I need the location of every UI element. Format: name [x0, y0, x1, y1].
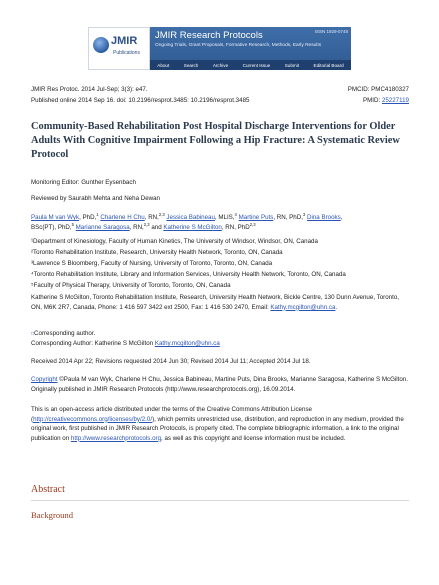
published-doi: Published online 2014 Sep 16. doi: 10.2196/resprot.3485: 10.2196/resprot.3485 [31, 97, 250, 104]
corresponding-label: Corresponding Author: Katherine S McGilton [31, 340, 155, 347]
pmid-link[interactable]: 25227119 [381, 97, 409, 104]
nav-search[interactable]: Search [183, 62, 199, 68]
license-link[interactable]: http://creativecommons.org/licenses/by/2.0/ [33, 415, 153, 423]
copyright [31, 375, 409, 394]
nav-editorial-board[interactable]: Editorial Board [313, 62, 344, 68]
author-sup: 4 [234, 212, 237, 217]
article-title: Community-Based Rehabilitation Post Hospital Discharge Interventions for Older Adults With Cognitive Impairment Following a Hip Fracture: A Systematic Review Protocol [31, 121, 400, 160]
corresponding-mark-icon: □ [31, 331, 35, 337]
license [31, 405, 409, 443]
globe-icon [93, 37, 109, 53]
banner-nav [150, 60, 351, 70]
contact-email-link[interactable]: Kathy.mcgilton@uhn.ca [270, 303, 336, 311]
affiliation: ³Lawrence S Bloomberg, Faculty of Nursing, University of Toronto, Toronto, ON, Canada [31, 260, 273, 267]
author-link[interactable]: Dina Brooks [307, 214, 341, 222]
author-sup: 2,3 [158, 212, 165, 217]
logo-subtext: Publications [113, 50, 140, 56]
author-degree: , MLIS, [214, 214, 235, 222]
nav-archive[interactable]: Archive [212, 62, 229, 68]
author-degree: , RN, PhD [221, 224, 250, 232]
author-degree: , RN, PhD, [273, 214, 303, 222]
logo-text: JMIR [111, 35, 138, 47]
reviewed-by: Reviewed by Saurabh Mehta and Neha Dewan [31, 195, 160, 202]
author-sup: 2,3 [143, 222, 150, 227]
monitoring-editor: Monitoring Editor: Gunther Eysenbach [31, 179, 136, 186]
contact-info [31, 293, 409, 312]
authors-line-2 [31, 220, 409, 233]
license-text: ), which permits unrestricted use, distribution, and reproduction in any medium, provided the original work, first published in JMIR Research Protocols, is properly cited. The complete bibliographic information, a link to the original publication on [31, 415, 404, 442]
jmir-logo[interactable] [88, 27, 150, 70]
contact-end: . [335, 303, 338, 311]
author-sup: 3 [302, 212, 306, 217]
pmid-label: PMID: [363, 97, 382, 104]
nav-current-issue[interactable]: Current Issue [242, 62, 271, 68]
contact-text: Katherine S McGilton, Toronto Rehabilitation Institute, Research, University Health Network, Bickle Centre, 130 Dunn Avenue, Toronto, ON, M6K 2R7, Canada, Phone: 1 416 597 3422 ext 2500, Fax: 1 416 530 2470, Email: [31, 294, 400, 311]
author-link[interactable]: Marianne Saragosa [75, 224, 130, 232]
affiliation: ⁵Faculty of Physical Therapy, University of Toronto, Toronto, ON, Canada [31, 282, 231, 289]
nav-submit[interactable]: Submit [284, 62, 300, 68]
issn: ISSN 1929-0748 [314, 29, 348, 34]
affiliation: ²Toronto Rehabilitation Institute, Research, University Health Network, Toronto, ON, Canada [31, 249, 283, 256]
author-degree: , RN, [144, 214, 159, 222]
copyright-link[interactable]: Copyright [31, 376, 58, 383]
author-degree: , PhD, [79, 214, 97, 222]
author-and: and [149, 224, 164, 232]
author-degree: BSc(PT), PhD, [31, 224, 72, 232]
affiliation: ⁴Toronto Rehabilitation Institute, Library and Information Services, University Health Network, Toronto, ON, Canada [31, 271, 346, 278]
journal-site-link[interactable]: http://www.researchprotocols.org [70, 434, 162, 442]
author-degree: , [340, 214, 343, 222]
pmcid: PMCID: PMC4180327 [347, 86, 409, 93]
author-link[interactable]: Paula M van Wyk [31, 214, 80, 222]
author-sup: 5 [71, 222, 74, 227]
author-sup: 2,3 [249, 222, 256, 227]
author-link[interactable]: Martine Puts [238, 214, 274, 222]
article-dates: Received 2014 Apr 22; Revisions requested 2014 Jun 30; Revised 2014 Jul 11; Accepted 2014 Jul 18. [31, 358, 311, 365]
corresponding-note [31, 329, 409, 340]
author-degree: , RN, [129, 224, 144, 232]
copyright-text: ©Paula M van Wyk, Charlene H Chu, Jessica Babineau, Martine Puts, Dina Brooks, Marianne Saragosa, Katherine S McGilton. Originally published in JMIR Research Protocols (http://www.researchprotocols.org), 16.09.2014. [31, 376, 408, 393]
author-link[interactable]: Katherine S McGilton [163, 224, 222, 232]
nav-about[interactable]: About [157, 62, 170, 68]
license-text: This is an open-access article distributed under the terms of the Creative Commons Attribution License ( [31, 406, 312, 423]
pmid [363, 97, 409, 104]
citation: JMIR Res Protoc. 2014 Jul-Sep; 3(3): e47. [31, 86, 148, 93]
author-link[interactable]: Charlene H Chu [100, 214, 145, 222]
abstract-heading: Abstract [31, 484, 65, 495]
banner-tagline: Ongoing Trials, Grant Proposals, Formative Research, Methods, Early Results [155, 43, 322, 48]
section-divider [31, 500, 409, 501]
corresponding-author [31, 339, 409, 349]
author-sup: 1 [96, 212, 99, 217]
affiliation: ¹Department of Kinesiology, Faculty of Human Kinetics, The University of Windsor, Windsor, ON, Canada [31, 238, 318, 245]
author-link[interactable]: Jessica Babineau [166, 214, 215, 222]
background-heading: Background [31, 510, 74, 520]
corresponding-mark-text: Corresponding author. [34, 330, 96, 337]
corresponding-email-link[interactable]: Kathy.mcgilton@uhn.ca [154, 340, 220, 347]
license-text: , as well as this copyright and license information must be included. [161, 434, 346, 442]
banner-title: JMIR Research Protocols [155, 30, 263, 41]
